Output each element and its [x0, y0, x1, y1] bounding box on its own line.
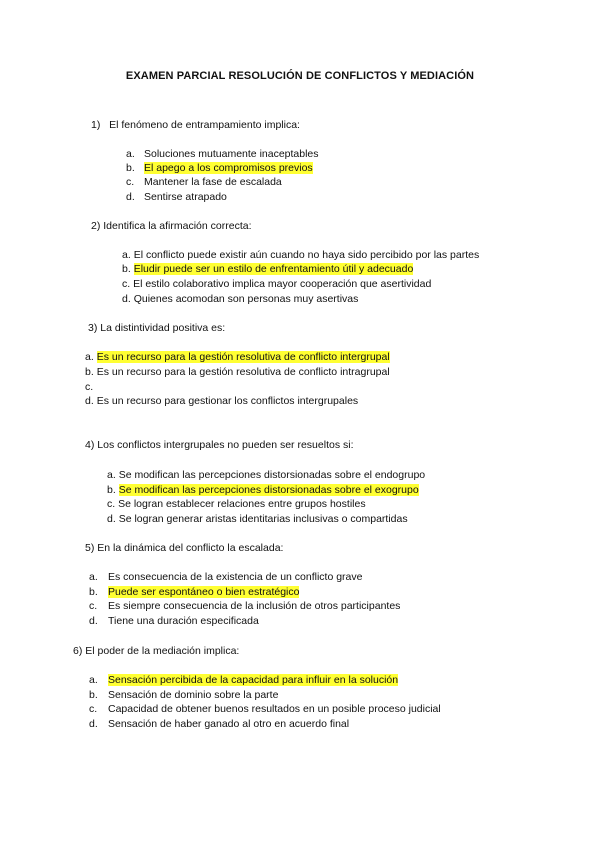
option-letter: c. — [89, 703, 98, 715]
option-text: Sentirse atrapado — [144, 191, 227, 203]
question-2 — [91, 220, 252, 232]
option-letter: c. — [122, 278, 131, 290]
question-5 — [85, 542, 283, 554]
option-letter: a. — [126, 148, 135, 160]
option-text: Soluciones mutuamente inaceptables — [144, 148, 319, 160]
option-4b — [107, 483, 419, 497]
option-letter: d. — [89, 615, 98, 627]
option-letter: a. — [107, 469, 116, 481]
option-3c — [85, 380, 93, 394]
option-letter: c. — [126, 176, 135, 188]
option-2a — [122, 248, 479, 262]
option-2d — [122, 292, 358, 306]
question-text: En la dinámica del conflicto la escalada: — [97, 542, 284, 554]
option-3a — [85, 350, 390, 364]
option-letter: b. — [107, 484, 116, 496]
option-6a — [89, 673, 398, 687]
option-1b — [126, 161, 313, 175]
question-text: Los conflictos intergrupales no pueden ser resueltos si: — [97, 439, 354, 451]
option-text: Es siempre consecuencia de la inclusión de otros participantes — [108, 600, 401, 612]
option-letter: d. — [107, 513, 116, 525]
option-letter: a. — [89, 571, 98, 583]
option-letter: b. — [122, 263, 131, 275]
option-text: Capacidad de obtener buenos resultados en un posible proceso judicial — [108, 703, 441, 715]
question-text: La distintividad positiva es: — [100, 322, 226, 334]
question-number: 6) — [73, 645, 83, 657]
option-text: El estilo colaborativo implica mayor cooperación que asertividad — [133, 278, 432, 290]
option-2c — [122, 277, 431, 291]
question-3 — [88, 322, 225, 334]
option-text-highlighted: Sensación percibida de la capacidad para influir en la solución — [108, 674, 399, 686]
option-letter: b. — [89, 689, 98, 701]
question-text: El fenómeno de entrampamiento implica: — [109, 119, 300, 131]
option-text: Tiene una duración especificada — [108, 615, 259, 627]
question-text: Identifica la afirmación correcta: — [103, 220, 252, 232]
option-text: Sensación de haber ganado al otro en acuerdo final — [108, 718, 350, 730]
option-text: Es consecuencia de la existencia de un conflicto grave — [108, 571, 363, 583]
question-number: 5) — [85, 542, 95, 554]
option-text: Mantener la fase de escalada — [144, 176, 282, 188]
option-1c — [126, 175, 282, 189]
option-text: Se logran establecer relaciones entre grupos hostiles — [118, 498, 366, 510]
option-text: El conflicto puede existir aún cuando no haya sido percibido por las partes — [133, 249, 480, 261]
option-letter: c. — [107, 498, 116, 510]
option-2b — [122, 262, 413, 276]
question-number: 2) — [91, 220, 101, 232]
option-5d — [89, 614, 259, 628]
option-letter: a. — [89, 674, 98, 686]
option-3b — [85, 365, 390, 379]
option-letter: c. — [85, 381, 94, 393]
option-text: Quienes acomodan son personas muy asertivas — [133, 293, 359, 305]
option-text-highlighted: Puede ser espontáneo o bien estratégico — [108, 586, 300, 598]
option-text: Es un recurso para la gestión resolutiva de conflicto intragrupal — [96, 366, 390, 378]
option-letter: d. — [89, 718, 98, 730]
option-5b — [89, 585, 299, 599]
option-text: Se modifican las percepciones distorsionadas sobre el endogrupo — [118, 469, 426, 481]
option-3d — [85, 394, 358, 408]
option-6c — [89, 702, 441, 716]
option-5a — [89, 570, 363, 584]
question-4 — [85, 439, 354, 451]
option-1a — [126, 147, 319, 161]
option-letter: d. — [126, 191, 135, 203]
question-number: 4) — [85, 439, 95, 451]
option-letter: d. — [122, 293, 131, 305]
option-5c — [89, 599, 400, 613]
question-number: 3) — [88, 322, 98, 334]
option-letter: c. — [89, 600, 98, 612]
option-1d — [126, 190, 227, 204]
option-letter: b. — [89, 586, 98, 598]
option-letter: b. — [85, 366, 94, 378]
option-letter: a. — [85, 351, 94, 363]
option-letter: d. — [85, 395, 94, 407]
option-4c — [107, 497, 366, 511]
question-6 — [73, 645, 239, 657]
question-text: El poder de la mediación implica: — [85, 645, 240, 657]
option-6d — [89, 717, 349, 731]
option-4a — [107, 468, 425, 482]
option-text-highlighted: Eludir puede ser un estilo de enfrentamiento útil y adecuado — [133, 263, 414, 275]
question-number: 1) — [91, 119, 101, 131]
question-1 — [91, 119, 300, 131]
option-text-highlighted: Es un recurso para la gestión resolutiva de conflicto intergrupal — [96, 351, 390, 363]
option-letter: b. — [126, 162, 135, 174]
option-letter: a. — [122, 249, 131, 261]
option-4d — [107, 512, 408, 526]
option-text: Es un recurso para gestionar los conflictos intergrupales — [96, 395, 359, 407]
option-text: Sensación de dominio sobre la parte — [108, 689, 279, 701]
option-text-highlighted: Se modifican las percepciones distorsionadas sobre el exogrupo — [118, 484, 419, 496]
page-title: EXAMEN PARCIAL RESOLUCIÓN DE CONFLICTOS Y MEDIACIÓN — [125, 70, 475, 82]
option-text: Se logran generar aristas identitarias inclusivas o compartidas — [118, 513, 408, 525]
option-6b — [89, 688, 278, 702]
option-text-highlighted: El apego a los compromisos previos — [144, 162, 313, 174]
